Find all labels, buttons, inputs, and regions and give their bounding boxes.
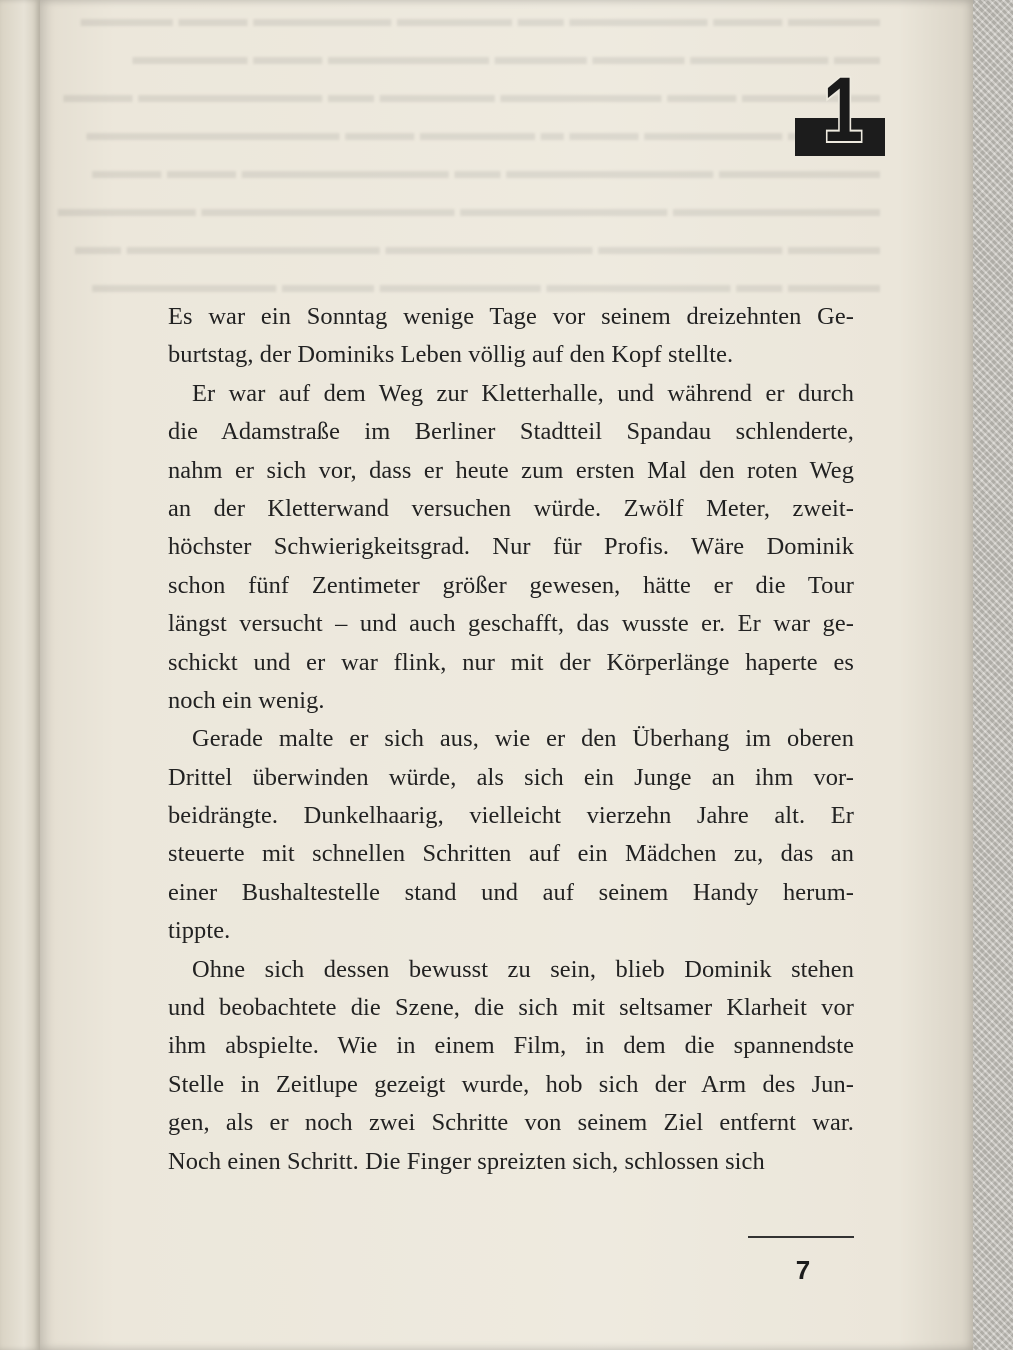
text-line: Drittel überwinden würde, als sich ein Junge an ihm vor- — [168, 763, 854, 791]
text-line: ihm abspielte. Wie in einem Film, in dem die spannendste — [168, 1032, 854, 1060]
text-line: und beobachtete die Szene, die sich mit seltsamer Klarheit vor — [168, 994, 854, 1022]
page-number: 7 — [795, 1255, 811, 1285]
book-page — [40, 0, 973, 1350]
text-line: einer Bushaltestelle stand und auf seinem Handy herum- — [168, 878, 854, 906]
text-line: Gerade malte er sich aus, wie er den Überhang im oberen — [192, 725, 854, 753]
paragraph — [168, 720, 854, 950]
text-line: noch ein wenig. — [168, 686, 325, 714]
text-line: Es war ein Sonntag wenige Tage vor seinem dreizehnten Ge- — [168, 303, 854, 330]
reverse-side-show-through: ▬▬▬▬ ▬▬▬ ▬▬▬▬▬▬ ▬▬ ▬▬▬▬▬ ▬▬▬▬▬▬ ▬▬▬ ▬▬▬▬ ▬▬ ▬▬▬▬▬▬ ▬▬▬▬ ▬▬▬▬ ▬▬▬▬▬▬▬ ▬▬▬ ▬▬▬▬▬ ▬▬▬▬▬▬ ▬▬▬ ▬▬▬▬▬▬▬ ▬▬▬▬▬ ▬▬ ▬▬▬▬▬▬▬▬ ▬▬▬ ▬▬▬▬ ▬▬▬▬▬▬ ▬▬▬ ▬ ▬▬▬▬▬ ▬▬▬ ▬▬▬▬▬▬▬▬▬▬▬ ▬▬▬▬▬▬▬ ▬▬▬▬▬▬▬▬▬ ▬▬ ▬▬▬▬▬▬▬▬▬ ▬▬▬ ▬▬▬ ▬▬▬▬▬▬▬▬▬ ▬▬▬▬▬▬▬▬▬ ▬▬▬▬▬▬▬▬▬▬▬ ▬▬▬▬▬▬ ▬▬▬▬ ▬▬▬▬▬▬▬▬ ▬▬▬▬▬▬▬▬▬ ▬▬▬▬▬▬▬▬▬▬▬ ▬▬ ▬▬▬▬ ▬▬ ▬▬▬▬▬▬▬▬ ▬▬▬▬▬▬▬ ▬▬▬▬ ▬▬▬▬▬▬▬▬ — [57, 6, 880, 297]
text-line: steuerte mit schnellen Schritten auf ein Mädchen zu, das an — [168, 840, 854, 868]
footer-rule — [748, 1236, 854, 1238]
text-line: tippte. — [168, 917, 231, 945]
text-line: Er war auf dem Weg zur Kletterhalle, und während er durch — [192, 379, 854, 407]
chapter-marker — [795, 59, 885, 161]
text-line: Ohne sich dessen bewusst zu sein, blieb Dominik stehen — [192, 955, 854, 983]
chapter-number: 1 — [823, 59, 863, 161]
text-line: burtstag, der Dominiks Leben völlig auf den Kopf stellte. — [168, 341, 734, 369]
text-line: nahm er sich vor, dass er heute zum ersten Mal den roten Weg — [168, 456, 854, 484]
text-line: Noch einen Schritt. Die Finger spreizten sich, schlossen sich — [168, 1147, 765, 1175]
paragraph — [168, 375, 854, 721]
carpet-background — [973, 0, 1013, 1350]
text-line: beidrängte. Dunkelhaarig, vielleicht vierzehn Jahre alt. Er — [168, 802, 854, 830]
text-line: Stelle in Zeitlupe gezeigt wurde, hob sich der Arm des Jun- — [168, 1070, 854, 1098]
text-line: höchster Schwierigkeitsgrad. Nur für Profis. Wäre Dominik — [168, 533, 854, 561]
text-line: die Adamstraße im Berliner Stadtteil Spandau schlenderte, — [168, 418, 854, 446]
text-line: gen, als er noch zwei Schritte von seinem Ziel entfernt war. — [168, 1109, 854, 1137]
text-line: schickt und er war flink, nur mit der Körperlänge haperte es — [168, 648, 854, 676]
text-line: an der Kletterwand versuchen würde. Zwölf Meter, zweit- — [168, 494, 854, 522]
paragraph — [168, 951, 854, 1181]
text-line: schon fünf Zentimeter größer gewesen, hätte er die Tour — [168, 571, 854, 599]
paragraph — [168, 298, 854, 375]
body-text — [168, 298, 854, 1181]
facing-page-edge — [0, 0, 40, 1350]
text-line: längst versucht – und auch geschafft, das wusste er. Er war ge- — [168, 610, 854, 638]
